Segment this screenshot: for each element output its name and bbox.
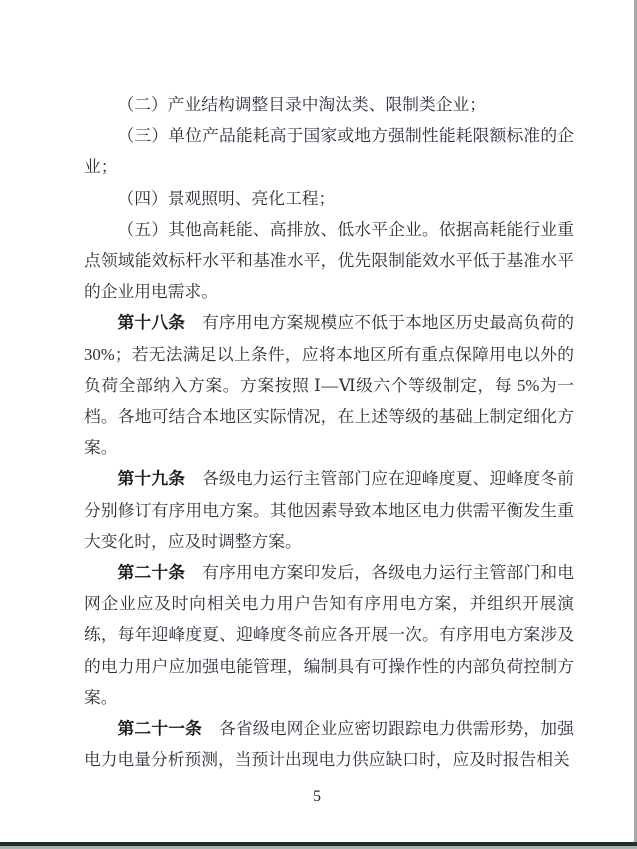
article-number: 第十八条 (117, 313, 186, 333)
paragraph: 第二十一条 各省级电网企业应密切跟踪电力供需形势，加强电力电量分析预测，当预计出现电力供应缺口时，应及时报告相关 (84, 719, 574, 770)
paragraph: （四）景观照明、亮化工程； (117, 188, 336, 208)
article-number: 第二十一条 (117, 719, 203, 739)
paragraph: （五）其他高耗能、高排放、低水平企业。依据高耗能行业重点领域能效标杆水平和基准水平，优先限制能效水平低于基准水平的企业用电需求。 (84, 219, 574, 302)
page-number: 5 (313, 788, 321, 805)
article-number: 第二十条 (117, 563, 186, 583)
paragraph: 第十八条 有序用电方案规模应不低于本地区历史最高负荷的30%；若无法满足以上条件，应将本地区所有重点保障用电以外的负荷全部纳入方案。方案按照 Ⅰ—Ⅵ级六个等级制定，每 5%为一档。各地可结合本地区实际情况，在上述等级的基础上制定细化方案。 (84, 313, 574, 458)
article-number: 第十九条 (117, 469, 186, 489)
paragraph: 第十九条 各级电力运行主管部门应在迎峰度夏、迎峰度冬前分别修订有序用电方案。其他因素导致本地区电力供需平衡发生重大变化时，应及时调整方案。 (84, 469, 574, 551)
paragraph: 第二十条 有序用电方案印发后，各级电力运行主管部门和电网企业应及时向相关电力用户告知有序用电方案，并组织开展演练，每年迎峰度夏、迎峰度冬前应各开展一次。有序用电方案涉及的电力用户应加强电能管理，编制具有可操作性的内部负荷控制方案。 (84, 563, 574, 707)
document-body-text (84, 89, 574, 775)
paragraph: （二）产业结构调整目录中淘汰类、限制类企业； (117, 95, 487, 114)
paragraph: （三）单位产品能耗高于国家或地方强制性能耗限额标准的企业； (84, 126, 574, 177)
